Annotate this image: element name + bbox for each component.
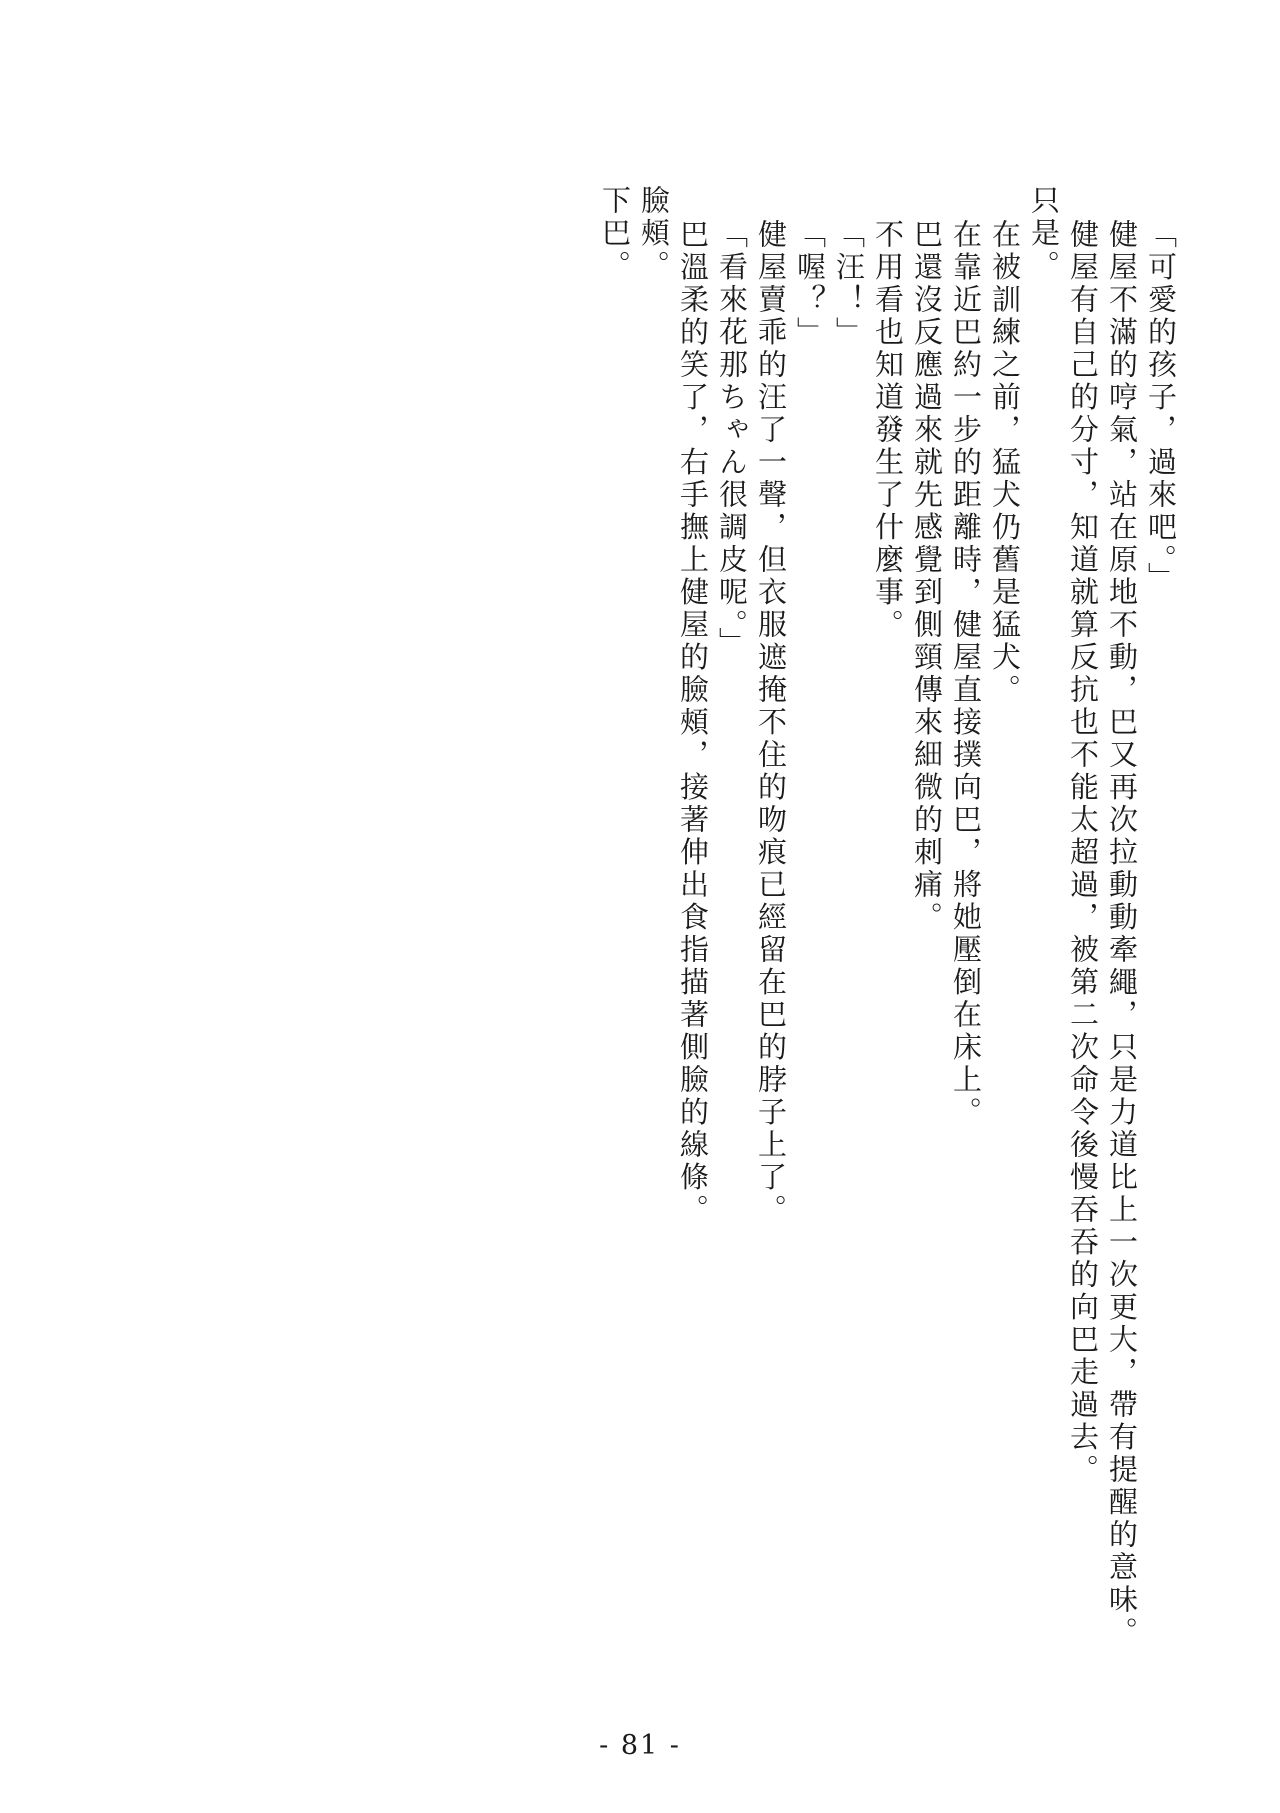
text-column: 巴還沒反應過來就先感覺到側頸傳來細微的刺痛。 [910, 219, 944, 934]
text-column: 健屋賣乖的汪了一聲，但衣服遮掩不住的吻痕已經留在巴的脖子上了。 [754, 219, 788, 1227]
text-column: 在靠近巴約一步的距離時，健屋直接撲向巴，將她壓倒在床上。 [949, 219, 983, 1129]
text-column: 巴溫柔的笑了，右手撫上健屋的臉頰，接著伸出食指描著側臉的線條。 [676, 219, 710, 1227]
text-column: 只是。 [1027, 185, 1061, 283]
text-column: 在被訓練之前，猛犬仍舊是猛犬。 [988, 219, 1022, 707]
text-column: 健屋有自己的分寸，知道就算反抗也不能太超過，被第二次命令後慢吞吞的向巴走過去。 [1066, 219, 1100, 1487]
text-column: 下巴。 [598, 185, 632, 283]
vertical-text-body [105, 185, 1178, 1649]
text-column: 不用看也知道發生了什麼事。 [871, 219, 905, 642]
text-column: 「汪！」 [832, 219, 866, 349]
text-column: 健屋不滿的哼氣，站在原地不動，巴又再次拉動動牽繩，只是力道比上一次更大，帶有提醒的意味。 [1105, 219, 1139, 1649]
text-column: 「看來花那ちゃん很調皮呢。」 [715, 219, 749, 660]
text-column: 「喔？」 [793, 219, 827, 349]
text-column: 臉頰。 [637, 185, 671, 283]
page-number: - 81 - [599, 1730, 681, 1761]
text-column: 「可愛的孩子，過來吧。」 [1144, 219, 1178, 595]
